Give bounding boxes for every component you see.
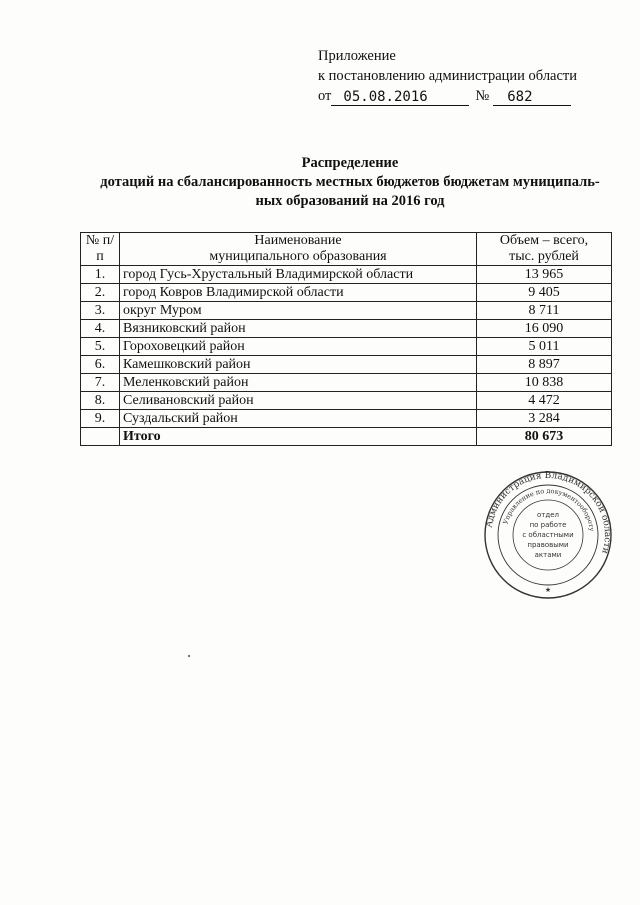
stamp-center-line: отдел	[537, 511, 559, 519]
header-number: № п/п	[81, 233, 120, 266]
total-amount: 80 673	[477, 428, 612, 446]
row-amount: 8 897	[477, 356, 612, 374]
table-row	[81, 374, 612, 392]
header-municipality-line-2: муниципального образования	[209, 249, 387, 264]
row-number: 3.	[81, 302, 120, 320]
number-label: №	[475, 88, 490, 104]
table-row	[81, 410, 612, 428]
header-amount-line-2: тыс. рублей	[509, 249, 579, 264]
header-amount	[477, 233, 612, 266]
header-amount-line-1: Объем – всего,	[499, 233, 589, 248]
from-label: от	[318, 88, 332, 104]
table-row	[81, 338, 612, 356]
appendix-label: Приложение	[318, 48, 396, 64]
row-amount: 9 405	[477, 284, 612, 302]
row-municipality: Суздальский район	[120, 410, 477, 428]
row-number: 9.	[81, 410, 120, 428]
official-stamp	[483, 470, 613, 600]
row-municipality: округ Муром	[120, 302, 477, 320]
stamp-outer-text: Администрация Владимирской области	[484, 470, 613, 555]
scan-speck	[188, 655, 190, 657]
row-amount: 4 472	[477, 392, 612, 410]
title-line-3: ных образований на 2016 год	[255, 193, 445, 209]
row-municipality: Селивановский район	[120, 392, 477, 410]
table-row	[81, 266, 612, 284]
distribution-table	[80, 232, 612, 446]
total-row	[81, 428, 612, 446]
row-municipality: Меленковский район	[120, 374, 477, 392]
stamp-center-line: актами	[534, 551, 562, 559]
header-municipality-line-1: Наименование	[254, 233, 342, 248]
row-number: 5.	[81, 338, 120, 356]
row-amount: 3 284	[477, 410, 612, 428]
decree-date: 05.08.2016	[331, 89, 469, 106]
stamp-inner-ring-text: Управление по документообороту	[501, 486, 596, 532]
row-amount: 13 965	[477, 266, 612, 284]
appendix-block	[318, 46, 577, 106]
row-number: 8.	[81, 392, 120, 410]
row-number: 1.	[81, 266, 120, 284]
decree-reference: к постановлению администрации области	[318, 68, 578, 84]
title-line-1: Распределение	[301, 155, 399, 171]
row-municipality: город Гусь-Хрустальный Владимирской области	[120, 266, 477, 284]
table-row	[81, 284, 612, 302]
row-municipality: Вязниковский район	[120, 320, 477, 338]
decree-date-number-row	[318, 86, 577, 106]
table-row	[81, 392, 612, 410]
stamp-center-line: правовыми	[527, 541, 569, 549]
stamp-center-text	[522, 511, 573, 559]
table-row	[81, 356, 612, 374]
document-title	[60, 154, 640, 211]
table-row	[81, 302, 612, 320]
table-row	[81, 320, 612, 338]
row-number: 6.	[81, 356, 120, 374]
title-line-2: дотаций на сбалансированность местных бюджетов бюджетам муниципаль-	[100, 174, 600, 190]
row-amount: 10 838	[477, 374, 612, 392]
header-municipality	[120, 233, 477, 266]
table-header-row	[81, 233, 612, 266]
row-amount: 8 711	[477, 302, 612, 320]
row-municipality: Гороховецкий район	[120, 338, 477, 356]
row-amount: 16 090	[477, 320, 612, 338]
row-number: 2.	[81, 284, 120, 302]
total-number-cell	[81, 428, 120, 446]
row-municipality: город Ковров Владимирской области	[120, 284, 477, 302]
row-municipality: Камешковский район	[120, 356, 477, 374]
stamp-center-line: по работе	[529, 521, 567, 529]
total-label: Итого	[120, 428, 477, 446]
decree-number: 682	[493, 89, 571, 106]
stamp-center-line: с областными	[522, 531, 574, 539]
row-number: 4.	[81, 320, 120, 338]
row-amount: 5 011	[477, 338, 612, 356]
row-number: 7.	[81, 374, 120, 392]
stamp-star-icon: ★	[544, 586, 552, 594]
